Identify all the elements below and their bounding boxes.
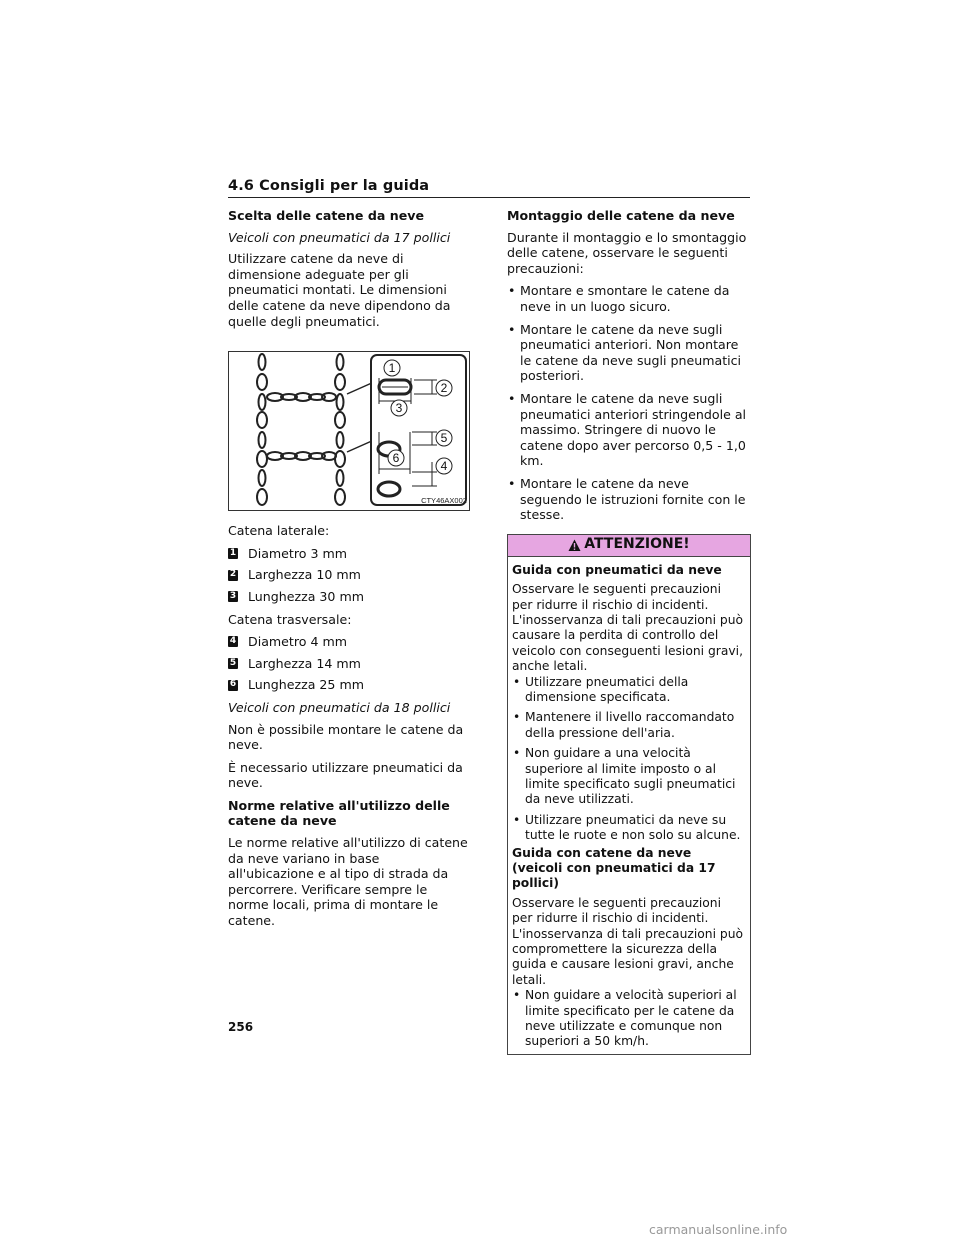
list-item: • Mantenere il livello raccomandato della pressione dell'aria. (512, 710, 744, 741)
figure-label-6: 6 (392, 451, 400, 466)
list-item: • Non guidare a una velocità superiore al limite imposto o al limite specificato sugli pneumatici da neve utilizzati. (512, 746, 744, 808)
number-badge: 3 (229, 590, 237, 601)
list-item: • Utilizzare pneumatici da neve su tutte le ruote e non solo su alcune. (512, 813, 744, 844)
number-badge: 5 (229, 657, 237, 668)
paragraph-18-a: Non è possibile montare le catene da neve. (228, 721, 464, 753)
page-number: 256 (228, 1020, 254, 1034)
cross-chain-title: Catena trasversale: (228, 611, 352, 627)
mounting-list (507, 283, 751, 522)
warning-text-tyres: Osservare le seguenti precauzioni per ridurre il rischio di incidenti. L'inosservanza di tali precauzioni può causare la perdita di controllo del veicolo con conseguenti lesioni gravi, anche letali. (512, 582, 744, 674)
list-item: • Montare e smontare le catene da neve in un luogo sicuro. (507, 283, 751, 314)
left-vertical-chain (257, 354, 267, 505)
warning-title: ATTENZIONE! (584, 536, 690, 553)
heading-chain-rules: Norme relative all'utilizzo delle catene da neve (228, 797, 450, 829)
lower-cross-chain (267, 452, 336, 460)
figure-label-1: 1 (388, 361, 396, 376)
cross-item-6 (228, 677, 468, 693)
subheading-17-inch: Veicoli con pneumatici da 17 pollici (228, 229, 451, 245)
number-badge: 2 (229, 569, 237, 580)
list-item: • Montare le catene da neve sugli pneumatici anteriori stringendole al massimo. Stringere di nuovo le catene dopo aver percorso 0,5 - 1,0 km. (507, 391, 751, 469)
heading-chain-choice: Scelta delle catene da neve (228, 208, 424, 223)
section-title: 4.6 Consigli per la guida (228, 178, 430, 194)
right-vertical-chain (335, 354, 345, 505)
list-item: • Non guidare a velocità superiori al limite specificato per le catene da neve utilizzate e comunque non superiori a 50 km/h. (512, 988, 744, 1050)
side-chain-title: Catena laterale: (228, 523, 330, 539)
section-header (228, 178, 750, 198)
watermark: carmanualsonline.info (649, 1222, 788, 1237)
cross-item-text: Diametro 4 mm (248, 634, 348, 650)
warning-list-chains (512, 988, 744, 1050)
upper-cross-chain (267, 393, 336, 401)
right-column (507, 208, 751, 1055)
side-item-text: Lunghezza 30 mm (248, 588, 364, 604)
chain-diagram-svg (229, 352, 469, 510)
side-item-2 (228, 567, 468, 583)
warning-list-tyres (512, 675, 744, 844)
mounting-intro: Durante il montaggio e lo smontaggio delle catene, osservare le seguenti precauzioni: (507, 229, 747, 276)
cross-item-text: Larghezza 14 mm (248, 655, 361, 671)
number-badge: 4 (229, 636, 237, 647)
list-item: • Utilizzare pneumatici della dimensione specificata. (512, 675, 744, 706)
side-item-3 (228, 589, 468, 605)
subheading-18-inch: Veicoli con pneumatici da 18 pollici (228, 699, 451, 715)
warning-heading-chains: Guida con catene da neve (veicoli con pneumatici da 17 pollici) (512, 845, 716, 891)
warning-box (507, 534, 751, 1055)
list-item: • Montare le catene da neve seguendo le istruzioni fornite con le stesse. (507, 476, 751, 523)
warning-text-chains: Osservare le seguenti precauzioni per ridurre il rischio di incidenti. L'inosservanza di tali precauzioni può compromettere la sicurezza della guida e causare lesioni gravi, anche letali. (512, 895, 744, 987)
list-item: • Montare le catene da neve sugli pneumatici anteriori. Non montare le catene da neve sugli pneumatici posteriori. (507, 322, 751, 384)
chain-figure (228, 351, 470, 511)
warning-heading-tyres: Guida con pneumatici da neve (512, 562, 722, 577)
heading-chain-mounting: Montaggio delle catene da neve (507, 208, 735, 223)
cross-item-4 (228, 634, 468, 650)
left-column (228, 208, 468, 936)
cross-item-text: Lunghezza 25 mm (248, 677, 364, 693)
paragraph-18-b: È necessario utilizzare pneumatici da neve. (228, 759, 463, 791)
cross-item-5 (228, 656, 468, 672)
intro-paragraph: Utilizzare catene da neve di dimensione adeguate per gli pneumatici montati. Le dimensioni delle catene da neve dipendono da quelle degli pneumatici. (228, 251, 451, 329)
warning-icon (568, 539, 581, 552)
figure-code: CTY46AX002 (421, 496, 467, 506)
side-item-text: Larghezza 10 mm (248, 567, 361, 583)
figure-label-3: 3 (395, 401, 403, 416)
number-badge: 1 (229, 547, 237, 558)
side-item-1 (228, 546, 468, 562)
number-badge: 6 (229, 679, 237, 690)
warning-body (508, 557, 750, 1054)
side-item-text: Diametro 3 mm (248, 545, 348, 561)
figure-label-4: 4 (440, 459, 448, 474)
rules-paragraph: Le norme relative all'utilizzo di catene da neve variano in base all'ubicazione e al tipo di strada da percorrere. Verificare sempre le norme locali, prima di montare le catene. (228, 835, 468, 929)
figure-label-5: 5 (440, 431, 448, 446)
figure-label-2: 2 (440, 381, 448, 396)
warning-header (508, 535, 750, 557)
